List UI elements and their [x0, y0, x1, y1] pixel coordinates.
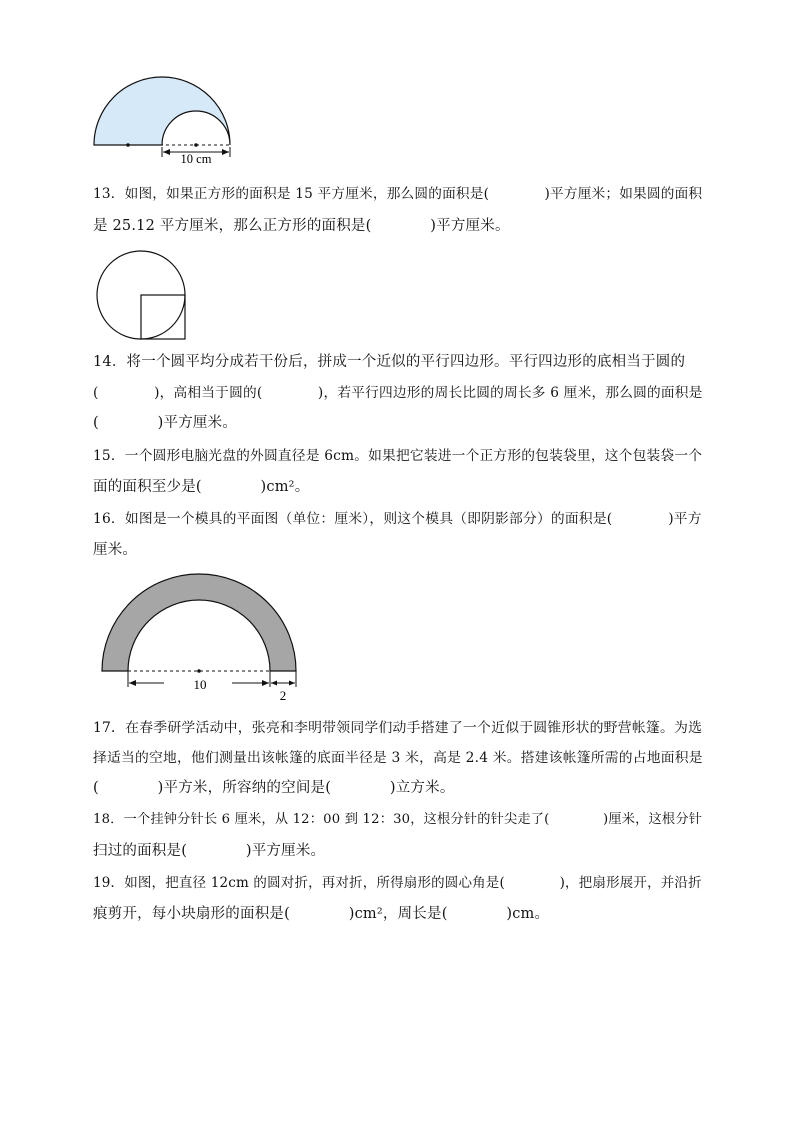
q14-line2: ( )，高相当于圆的( )，若平行四边形的周长比圆的周长多 6 厘米，那么圆的面积是	[93, 385, 703, 401]
q17-line3: ( )平方米，所容纳的空间是( )立方米。	[93, 780, 455, 796]
circle-square-diagram	[94, 248, 190, 344]
semicircles-diagram	[90, 66, 250, 170]
q13-line1: 13．如图，如果正方形的面积是 15 平方厘米，那么圆的面积是( )平方厘米；如果圆的面积	[93, 186, 703, 202]
figure-circle-square	[94, 248, 190, 344]
arrow-left	[163, 149, 170, 155]
q15-line2: 面的面积至少是( )cm²。	[93, 479, 310, 495]
square	[141, 295, 185, 339]
dimension-label-10cm: 10 cm	[180, 152, 212, 166]
arrow-right	[262, 680, 269, 686]
q14-line1: 14．将一个圆平均分成若干份后，拼成一个近似的平行四边形。平行四边形的底相当于圆的	[93, 354, 686, 370]
q17-line1: 17．在春季研学活动中，张亮和李明带领同学们动手搭建了一个近似于圆锥形状的野营帐篷。为选	[93, 720, 703, 736]
q16-line1: 16．如图是一个模具的平面图（单位：厘米），则这个模具（即阴影部分）的面积是( )平方	[93, 511, 702, 527]
label-2: 2	[279, 688, 287, 703]
ring-arrow-left	[271, 681, 277, 686]
q16-line2: 厘米。	[93, 542, 138, 558]
q17-line2: 择适当的空地，他们测量出该帐篷的底面半径是 3 米，高是 2.4 米。搭建该帐篷所需的占地面积是	[93, 750, 703, 766]
shaded-half-ring	[102, 574, 296, 671]
q18-line1: 18．一个挂钟分针长 6 厘米，从 12：00 到 12：30，这根分针的针尖走了( )厘米，这根分针	[93, 812, 703, 827]
label-10: 10	[193, 677, 207, 692]
half-ring-diagram	[96, 568, 306, 706]
ring-arrow-right	[289, 681, 295, 686]
q18-line2: 扫过的面积是( )平方厘米。	[93, 843, 326, 859]
center-dot	[197, 669, 201, 673]
figure-half-ring	[96, 568, 306, 706]
q19-line1: 19．如图，把直径 12cm 的圆对折，再对折，所得扇形的圆心角是( )，把扇形展开，并沿折	[93, 875, 702, 891]
arrow-right	[222, 149, 229, 155]
q15-line1: 15．一个圆形电脑光盘的外圆直径是 6cm。如果把它装进一个正方形的包装袋里，这个包装袋一个	[93, 448, 703, 464]
q19-line2: 痕剪开，每小块扇形的面积是( )cm²，周长是( )cm。	[93, 906, 550, 922]
shaded-region	[94, 77, 230, 145]
center-dot-small	[194, 143, 198, 147]
figure-semicircles	[90, 66, 250, 170]
q13-line2: 是 25.12 平方厘米，那么正方形的面积是( )平方厘米。	[93, 218, 510, 234]
arrow-left	[129, 680, 136, 686]
center-dot-large	[126, 143, 130, 147]
q14-line3: ( )平方厘米。	[93, 415, 238, 431]
